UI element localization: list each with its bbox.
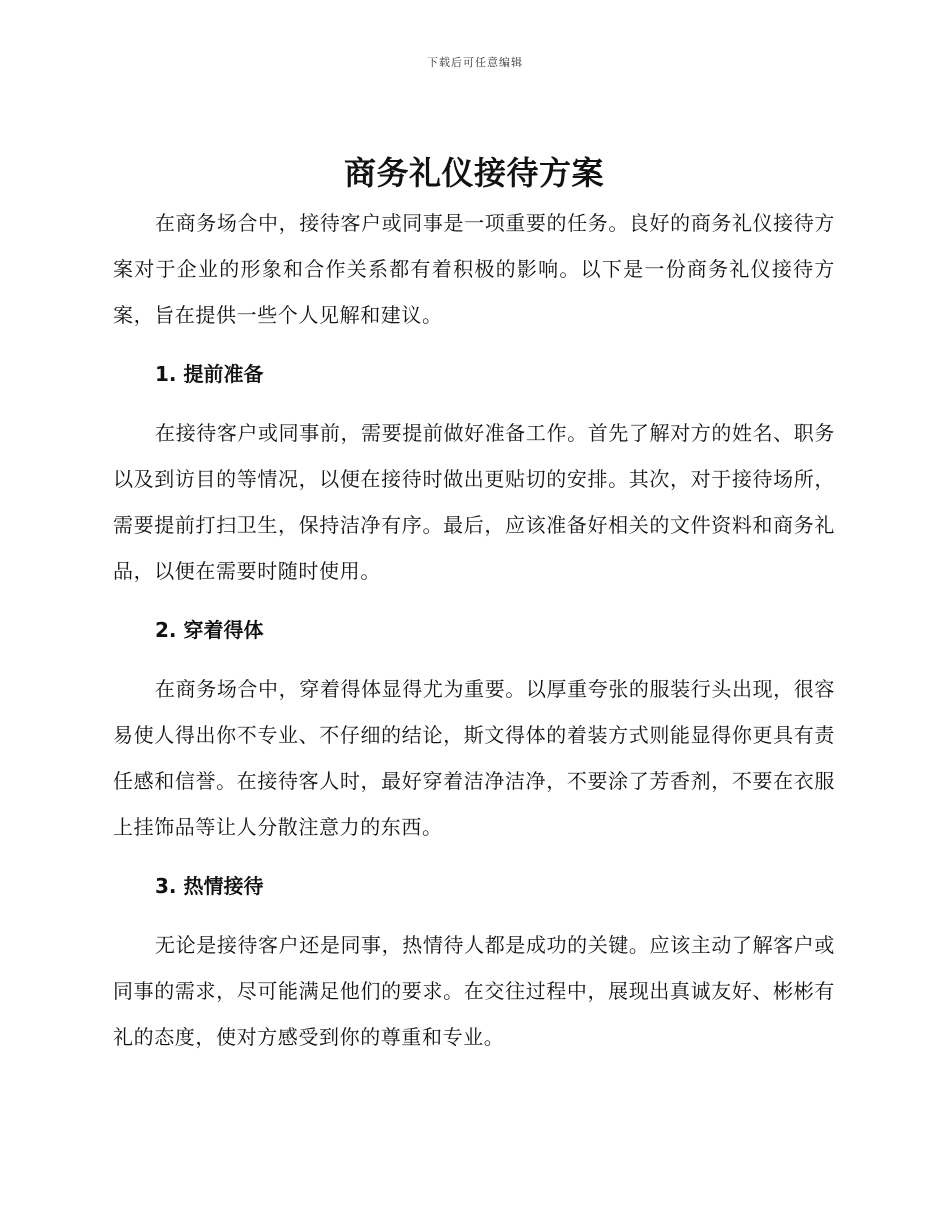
section-paragraph: 在商务场合中，穿着得体显得尤为重要。以厚重夸张的服装行头出现，很容易使人得出你不专业、不仔细的结论，斯文得体的着装方式则能显得你更具有责任感和信誉。在接待客人时，最好穿着洁净洁净，不要涂了芳香剂，不要在衣服上挂饰品等让人分散注意力的东西。 — [113, 677, 835, 839]
header-note: 下载后可任意编辑 — [427, 56, 523, 69]
section-paragraph: 无论是接待客户还是同事，热情待人都是成功的关键。应该主动了解客户或同事的需求，尽可能满足他们的要求。在交往过程中，展现出真诚友好、彬彬有礼的态度，使对方感受到你的尊重和专业。 — [113, 933, 835, 1049]
section-heading: 2. 穿着得体 — [155, 618, 264, 642]
document-body — [113, 146, 835, 1060]
section-preparation — [113, 351, 835, 594]
section-heading: 1. 提前准备 — [155, 362, 264, 386]
section-attire — [113, 607, 835, 850]
section-paragraph: 在接待客户或同事前，需要提前做好准备工作。首先了解对方的姓名、职务以及到访目的等情况，以便在接待时做出更贴切的安排。其次，对于接待场所，需要提前打扫卫生，保持洁净有序。最后，应该准备好相关的文件资料和商务礼品，以便在需要时随时使用。 — [113, 421, 835, 583]
section-warm-reception — [113, 863, 835, 1060]
intro-paragraph: 在商务场合中，接待客户或同事是一项重要的任务。良好的商务礼仪接待方案对于企业的形象和合作关系都有着积极的影响。以下是一份商务礼仪接待方案，旨在提供一些个人见解和建议。 — [113, 211, 835, 327]
section-heading: 3. 热情接待 — [155, 874, 264, 898]
document-title: 商务礼仪接待方案 — [343, 154, 604, 192]
